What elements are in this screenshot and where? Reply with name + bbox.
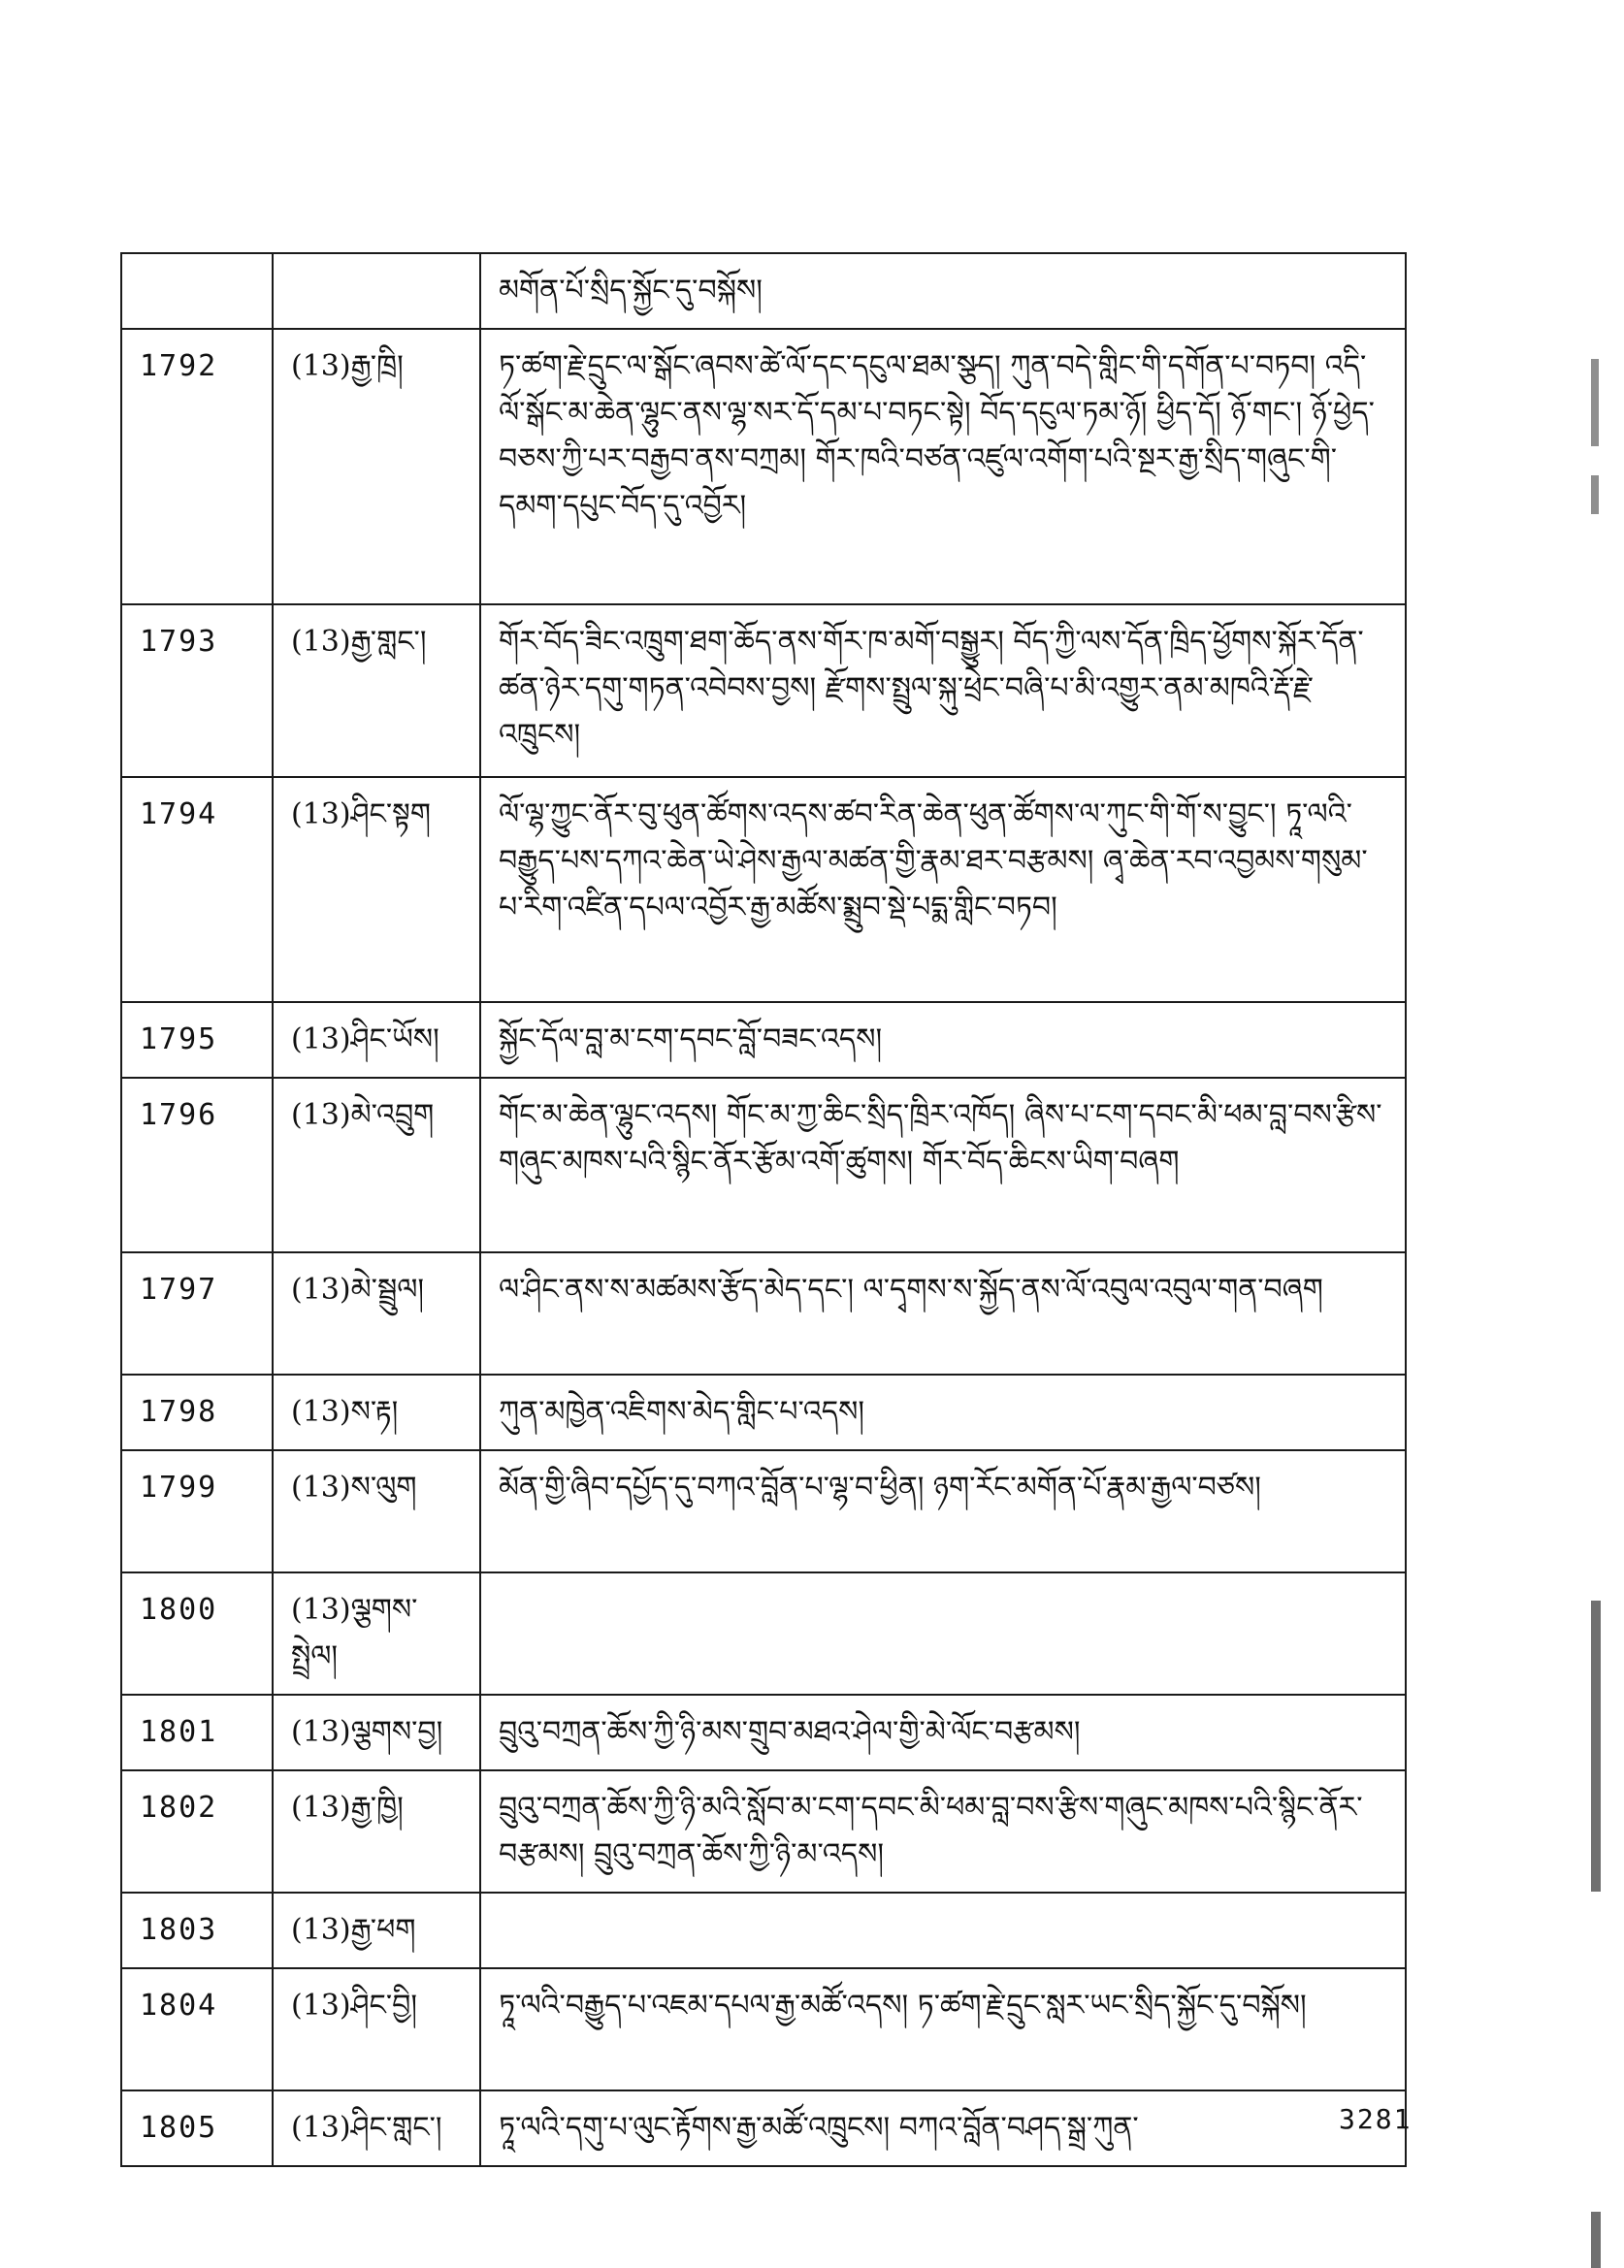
year-cell — [121, 253, 273, 329]
table-row — [121, 1968, 1406, 2090]
year-cell: 1803 — [121, 1893, 273, 1968]
year-cell: 1804 — [121, 1968, 273, 2090]
event-cell: ཏཱ་ལའི་དགུ་པ་ལུང་རྟོགས་རྒྱ་མཚོ་འཁྲུངས། བཀའ་བློན་བཤད་སྒྲ་ཀུན་ — [480, 2090, 1406, 2166]
event-cell: བྲུའུ་བཀྲན་ཆོས་ཀྱི་ཉི་མའི་སློབ་མ་ངག་དབང་མི་ཕམ་བླ་བས་རྩིས་གཞུང་མཁས་པའི་སྙིང་ནོར་བརྩམས། བྲུའུ་བཀྲན་ཆོས་ཀྱི་ཉི་མ་འདས། — [480, 1770, 1406, 1893]
cycle-cell: (13)ཤིང་གླང་། — [273, 2090, 480, 2166]
cycle-cell: (13)ཤིང་ཡོས། — [273, 1002, 480, 1078]
cycle-cell: (13)མེ་སྦྲུལ། — [273, 1252, 480, 1375]
cycle-cell: (13)ས་ལུག — [273, 1450, 480, 1572]
table-row — [121, 1252, 1406, 1375]
table-row — [121, 604, 1406, 777]
year-cell: 1799 — [121, 1450, 273, 1572]
cycle-cell: (13)ཤིང་སྟག — [273, 777, 480, 1002]
cycle-cell: (13)ས་རྟ། — [273, 1375, 480, 1450]
table-row — [121, 1893, 1406, 1968]
event-cell — [480, 1572, 1406, 1695]
year-cell: 1800 — [121, 1572, 273, 1695]
table-row — [121, 329, 1406, 604]
cycle-cell: (13)མེ་འབྲུག — [273, 1078, 480, 1252]
year-cell: 1797 — [121, 1252, 273, 1375]
scan-margin-mark — [1591, 359, 1599, 446]
event-cell: ཀུན་མཁྱེན་འཇིགས་མེད་གླིང་པ་འདས། — [480, 1375, 1406, 1450]
chronology-table — [120, 252, 1413, 2167]
cycle-cell: (13)ཤིང་བྱི། — [273, 1968, 480, 2090]
scan-margin-mark — [1591, 475, 1599, 514]
event-cell: ལོ་ལྷ་ཀྱུང་ནོར་བུ་ཕུན་ཚོགས་འདས་ཚབ་རིན་ཆེན་ཕུན་ཚོགས་ལ་ཀུང་གི་གོ་ས་བྱུང་། ཏཱ་ལའི་བརྒྱུད་པས་དཀའ་ཆེན་ཡེ་ཤེས་རྒྱལ་མཚན་གྱི་རྣམ་ཐར་བརྩམས། ཞྭ་ཆེན་རབ་འབྱམས་གསུམ་པ་རིག་འཛིན་དཔལ་འབྱོར་རྒྱ་མཚོས་སྨྲུབ་སྡེ་པདྨ་གླིང་བཏབ། — [480, 777, 1406, 1002]
cycle-cell: (13)རྒྱ་གླང་། — [273, 604, 480, 777]
table-row — [121, 1078, 1406, 1252]
table-row — [121, 777, 1406, 1002]
table-row — [121, 1770, 1406, 1893]
table-row — [121, 1450, 1406, 1572]
table-row — [121, 1695, 1406, 1770]
year-cell: 1793 — [121, 604, 273, 777]
year-cell: 1798 — [121, 1375, 273, 1450]
event-cell: བྲུའུ་བཀྲན་ཆོས་ཀྱི་ཉི་མས་གྲུབ་མཐའ་ཤེལ་གྱི་མེ་ལོང་བརྩམས། — [480, 1695, 1406, 1770]
year-cell: 1805 — [121, 2090, 273, 2166]
scan-margin-mark — [1591, 1601, 1601, 1892]
cycle-cell: (13)རྒྱ་ཁྱི། — [273, 1770, 480, 1893]
year-cell: 1802 — [121, 1770, 273, 1893]
page-number: 3281 — [1339, 2103, 1413, 2135]
cycle-cell: (13)རྒྱ་ཕག — [273, 1893, 480, 1968]
table-row — [121, 2090, 1406, 2166]
event-cell: ཏཱ་ལའི་བརྒྱུད་པ་འཇམ་དཔལ་རྒྱ་མཚོ་འདས། ཏ་ཚག་རྗེ་དྲུང་སླར་ཡང་སྲིད་སྐྱོང་དུ་བསྐོས། — [480, 1968, 1406, 2090]
table-row — [121, 1002, 1406, 1078]
event-cell: མགོན་པོ་སྲིད་སྐྱོང་དུ་བསྐོས། — [480, 253, 1406, 329]
table-row — [121, 1375, 1406, 1450]
year-cell: 1792 — [121, 329, 273, 604]
scan-margin-mark — [1591, 2212, 1601, 2268]
event-cell: གོང་མ་ཆེན་ལྷུང་འདས། གོང་མ་ཀྱ་ཆིང་སྲིད་ཁྲིར་འཁོད། ཞིས་པ་ངག་དབང་མི་ཕམ་བླ་བས་རྩིས་གཞུང་མཁས་པའི་སྙིང་ནོར་རྩོམ་འགོ་ཚུགས། གོར་བོད་ཆིངས་ཡིག་བཞག — [480, 1078, 1406, 1252]
year-cell: 1801 — [121, 1695, 273, 1770]
event-cell: མོན་གྱི་ཞིབ་དཔྱོད་དུ་བཀའ་བློན་པ་ལྷ་བ་ཕྱིན། ཉག་རོང་མགོན་པོ་རྣམ་རྒྱལ་བཙས། — [480, 1450, 1406, 1572]
event-cell — [480, 1893, 1406, 1968]
event-cell: ལ་ཤིང་ནས་ས་མཚམས་རྩོད་མེད་དང་། ལ་དྭགས་ས་སྐྱོད་ནས་ལོ་འབུལ་འབུལ་གན་བཞག — [480, 1252, 1406, 1375]
cycle-cell: (13)རྒྱ་ཁྲི། — [273, 329, 480, 604]
cycle-cell: (13)ལྕགས་བྱ། — [273, 1695, 480, 1770]
event-cell: སྐྱོང་དོལ་བླ་མ་ངག་དབང་བློ་བཟང་འདས། — [480, 1002, 1406, 1078]
year-cell: 1796 — [121, 1078, 273, 1252]
table-row — [121, 253, 1406, 329]
cycle-cell — [273, 253, 480, 329]
table-row — [121, 1572, 1406, 1695]
cycle-cell: (13)ལྕགས་སྤྲེལ། — [273, 1572, 480, 1695]
event-cell: ཏ་ཚག་རྗེ་དྲུང་ལ་སྒོང་ཞབས་ཚེ་ལོ་དང་དངུལ་ཐམ་སྩད། ཀུན་བདེ་གླིང་གི་དགོན་པ་བཏབ། འདི་ལོ་སྒོང་མ་ཆེན་ལྷུང་ནས་ལྷ་སར་དོ་དམ་པ་བཏང་སྟེ། བོད་དངུལ་ཏམ་ཉོ། ཕྱིད་དོ། ཉོ་གང་། ཉོ་ཕྱེད་བཅས་ཀྱི་པར་བརྒྱབ་ནས་བཀྲམ། གོར་ཁའི་བཙན་འཛུལ་འགོག་པའི་སྔར་རྒྱ་སྲིད་གཞུང་གི་དམག་དཔུང་བོད་དུ་འབྱོར། — [480, 329, 1406, 604]
event-cell: གོར་བོད་ཟིང་འཁྲུག་ཐག་ཆོད་ནས་གོར་ཁ་མགོ་བསྒྱུར། བོད་ཀྱི་ལས་དོན་ཁྲིད་ཕྱོགས་སྐོར་དོན་ཚན་ཉེར་དགུ་གཏན་འབེབས་བྱས། རྫོགས་སྤྲུལ་སྐུ་ཕྲེང་བཞི་པ་མི་འགྱུར་ནམ་མཁའི་རྡོ་རྗེ་འཁྲུངས། — [480, 604, 1406, 777]
year-cell: 1794 — [121, 777, 273, 1002]
year-cell: 1795 — [121, 1002, 273, 1078]
